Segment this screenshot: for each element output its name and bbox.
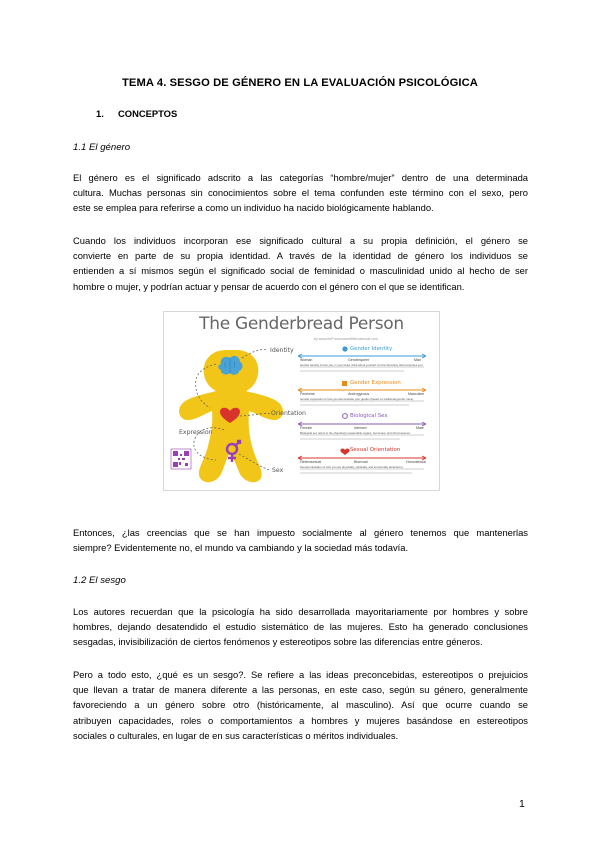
label-sex: Sex (272, 467, 284, 474)
spectrum-arrows (298, 354, 426, 460)
label-expression: Expression (179, 429, 213, 436)
section-number: 1. (96, 108, 104, 119)
orientation-mid: Bisexual (354, 460, 368, 464)
identity-section-icon (342, 346, 347, 351)
expression-description: Gender expression is how you demonstrate your gender (based on traditional gender roles). (300, 397, 414, 401)
orientation-right: Homosexual (406, 460, 426, 464)
expression-right: Masculine (408, 392, 425, 396)
identity-right: Man (414, 358, 421, 362)
subheading-sesgo: 1.2 El sesgo (73, 575, 126, 586)
section-sexual-orientation-title: Sexual Orientation (350, 447, 401, 453)
identity-left: Woman (300, 358, 313, 362)
paragraph-line: siempre? Evidentemente no, el mundo va cambiando y la sociedad más todavía. (73, 542, 409, 554)
identity-mid: Genderqueer (348, 358, 370, 362)
paragraph-line: que llevan a tratar de manera diferente a las personas, en este caso, según su género, generalmente (73, 684, 528, 696)
subheading-genero: 1.1 El género (73, 142, 131, 153)
paragraph-1 (73, 170, 528, 216)
document-title: TEMA 4. SESGO DE GÉNERO EN LA EVALUACIÓN PSICOLÓGICA (122, 77, 478, 89)
paragraph-line: este se emplea para referirse a como un individuo ha nacido biológicamente hablando. (73, 202, 434, 214)
sex-section-icon (343, 414, 348, 419)
expression-section-icon (342, 381, 347, 386)
paragraph-2 (73, 233, 528, 294)
sex-right: Male (416, 426, 424, 430)
paragraph-line: sesgadas, invisibilización de ciertos fenómenos y estereotipos sobre las diferencias entre géneros. (73, 636, 483, 648)
paragraph-line: Entonces, ¿las creencias que se han impuesto socialmente al género tenemos que mantenerlas (73, 527, 528, 538)
qr-code (171, 449, 191, 469)
figure-title: The Genderbread Person (199, 314, 404, 334)
page-number: 1 (519, 798, 525, 810)
section-gender-identity-title: Gender Identity (350, 346, 393, 352)
paragraph-line: favoreciendo a un género sobre otro (históricamente, al masculino). Así que ocurre cuando se (73, 699, 528, 711)
sex-mid: Intersex (354, 426, 367, 430)
paragraph-line: Pero a todo esto, ¿qué es un sesgo?. Se refiere a las ideas preconcebidas, estereotipos o prejuicios (73, 669, 528, 680)
label-orientation: Orientation (271, 410, 306, 417)
paragraph-line: entienden a sí mismos según el significado social de feminidad o masculinidad unido al hecho de ser (73, 265, 528, 277)
paragraph-line: atribuyen capacidades, roles o comportamientos a hombres y mujeres basándose en estereotipos (73, 714, 528, 726)
section-label: CONCEPTOS (118, 108, 178, 119)
paragraph-line: El género es el significado adscrito a las categorías “hombre/mujer” dentro de una determinada (73, 172, 528, 183)
section-biological-sex-title: Biological Sex (350, 413, 388, 419)
paragraph-line: hombres, dejando desatendido el estudio sistemático de las mujeres. Esto ha generado conclusiones (73, 621, 528, 633)
figure-url: by www.ItsPronouncedMetrosexual.com (314, 337, 378, 341)
sex-description: Biological sex refers to the objectively measurable organs, hormones, and chromosomes. (300, 431, 411, 435)
orientation-section-icon (340, 449, 349, 455)
sex-left: Female (300, 426, 312, 430)
paragraph-4 (73, 604, 528, 650)
paragraph-3 (73, 525, 528, 555)
section-heading (96, 108, 177, 119)
identity-description: Gender identity is how you, in your head, think about yourself. It's the chemistry that composes you. (300, 363, 424, 367)
paragraph-line: sociales o culturales, en lugar de en sus características o méritos individuales. (73, 729, 399, 741)
paragraph-line: Los autores recuerdan que la psicología ha sido desarrollada mayoritariamente por hombres y sobre (73, 606, 528, 617)
genderbread-figure (163, 311, 440, 491)
orientation-left: Heterosexual (300, 460, 322, 464)
paragraph-line: Cuando los individuos incorporan ese significado cultural a su propia definición, el género se (73, 235, 528, 246)
expression-left: Feminine (300, 392, 315, 396)
orientation-description: Sexual orientation is who you are physically, spiritually, and emotionally attracted to. (300, 465, 404, 469)
expression-mid: Androgynous (348, 392, 370, 396)
paragraph-5 (73, 667, 528, 743)
paragraph-line: convierte en parte de su propia identidad. A través de la identidad de género los individuos se (73, 250, 528, 262)
section-gender-expression-title: Gender Expression (350, 380, 401, 386)
paragraph-line: cultura. Muchas personas sin conocimientos sobre el tema confunden este término con el sexo, pero (73, 187, 528, 199)
label-identity: Identity (270, 347, 294, 354)
paragraph-line: hombre o mujer, y podrían actuar y pensar de acuerdo con el género con el que se identifican. (73, 280, 465, 292)
